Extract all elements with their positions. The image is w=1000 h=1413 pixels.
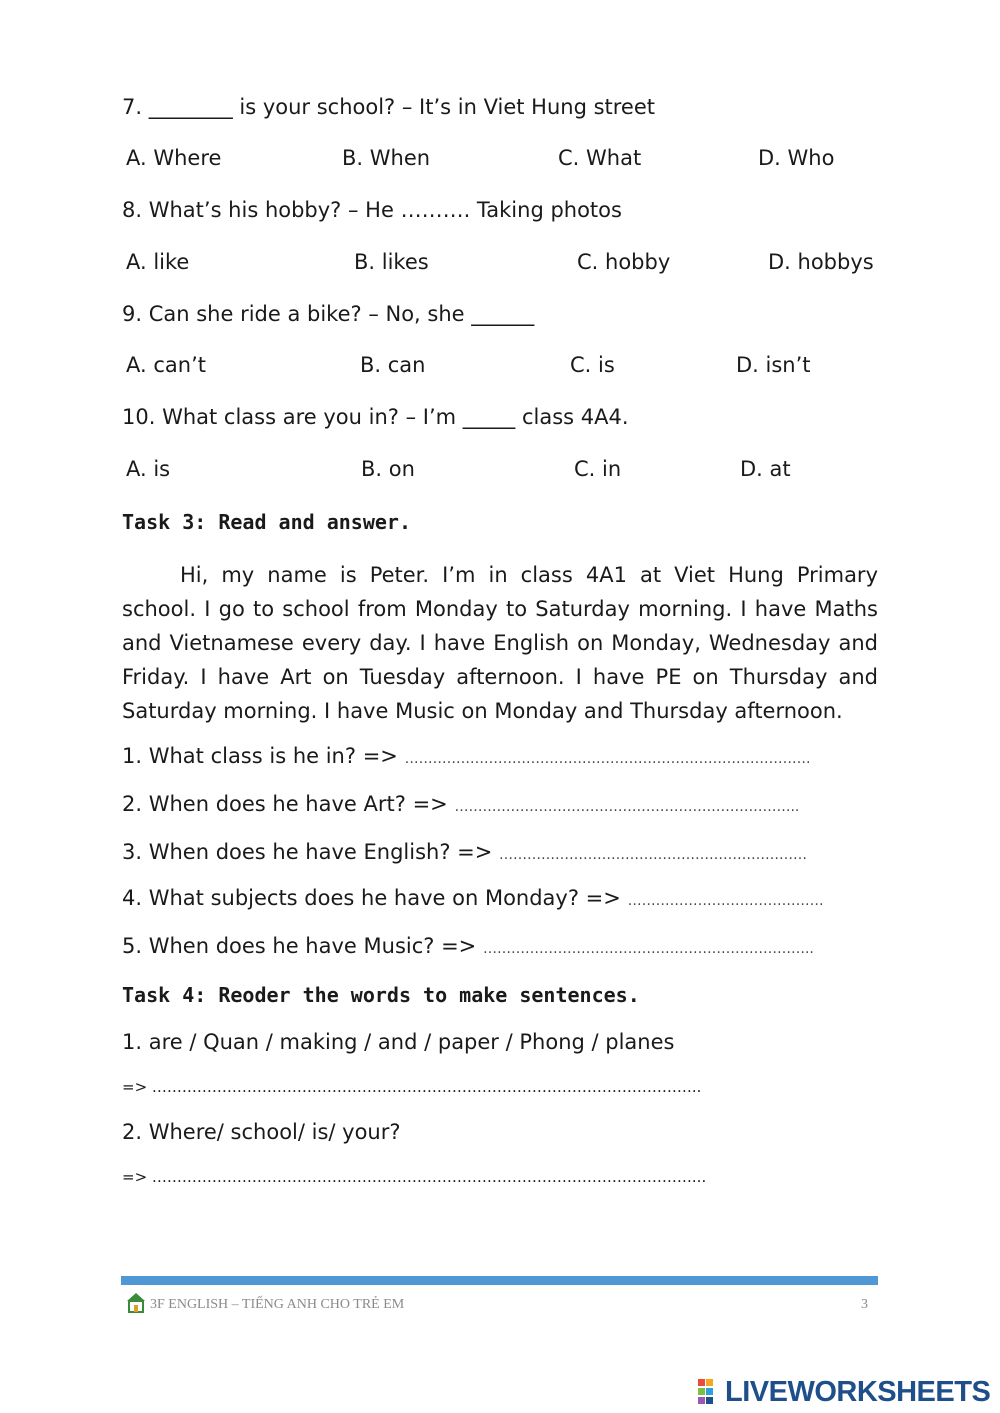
- q7-option-c: C. What: [558, 146, 642, 170]
- task4-question-2: 2. Where/ school/ is/ your?: [122, 1120, 401, 1144]
- q9-option-c: C. is: [570, 353, 615, 377]
- task3-title: Task 3: Read and answer.: [122, 510, 411, 534]
- task3-question-5: [122, 934, 814, 958]
- house-icon: [126, 1292, 146, 1314]
- q7-option-d: D. Who: [758, 146, 835, 170]
- q10-option-d: D. at: [740, 457, 791, 481]
- liveworksheets-brand: [697, 1377, 990, 1407]
- task3-q2-answer-blank[interactable]: ………………………………………………………………..: [454, 799, 800, 815]
- q10-option-a: A. is: [126, 457, 171, 481]
- q8-option-c: C. hobby: [577, 250, 671, 274]
- q9-option-d: D. isn’t: [736, 353, 811, 377]
- task3-question-2: [122, 792, 799, 816]
- task4-question-1: 1. are / Quan / making / and / paper / Phong / planes: [122, 1030, 675, 1054]
- q8-option-d: D. hobbys: [768, 250, 874, 274]
- task4-answer-1[interactable]: => ………………………………………………………………………………………………..: [122, 1078, 702, 1096]
- footer-rule: [121, 1276, 878, 1285]
- page-number: 3: [861, 1297, 868, 1312]
- liveworksheets-wordmark: LIVEWORKSHEETS: [725, 1375, 991, 1408]
- q10-option-b: B. on: [361, 457, 415, 481]
- liveworksheets-logo-icon: [697, 1378, 723, 1406]
- question-9: 9. Can she ride a bike? – No, she ______: [122, 302, 535, 326]
- task3-q1-answer-blank[interactable]: ……………………………………………………………………………: [404, 751, 811, 767]
- task3-q3-answer-blank[interactable]: …………………………………………………………: [499, 847, 808, 863]
- q7-option-a: A. Where: [126, 146, 222, 170]
- task4-answer-2[interactable]: => ………………………………………………………………………………………………...: [122, 1168, 707, 1186]
- question-10: 10. What class are you in? – I’m _____ class 4A4.: [122, 405, 629, 429]
- q9-option-b: B. can: [360, 353, 426, 377]
- task3-q5-text: 5. When does he have Music? =>: [122, 934, 477, 958]
- task3-q1-text: 1. What class is he in? =>: [122, 744, 398, 768]
- task3-q5-answer-blank[interactable]: ……………………………………………………………..: [482, 941, 814, 957]
- q10-option-c: C. in: [574, 457, 622, 481]
- task3-q3-text: 3. When does he have English? =>: [122, 840, 493, 864]
- q8-option-a: A. like: [126, 250, 190, 274]
- q7-option-b: B. When: [342, 146, 431, 170]
- task3-q4-text: 4. What subjects does he have on Monday? =>: [122, 886, 621, 910]
- task3-question-4: [122, 886, 824, 910]
- q9-option-a: A. can’t: [126, 353, 206, 377]
- task4-title: Task 4: Reoder the words to make sentences.: [122, 983, 640, 1007]
- footer-text: 3F ENGLISH – TIẾNG ANH CHO TRẺ EM: [150, 1297, 405, 1312]
- task3-question-3: [122, 840, 807, 864]
- task3-q2-text: 2. When does he have Art? =>: [122, 792, 448, 816]
- q8-option-b: B. likes: [354, 250, 429, 274]
- task3-question-1: [122, 744, 811, 768]
- question-8: 8. What’s his hobby? – He ………. Taking photos: [122, 198, 622, 222]
- question-7: 7. ________ is your school? – It’s in Viet Hung street: [122, 95, 655, 119]
- task3-q4-answer-blank[interactable]: ……………………………………: [627, 893, 824, 909]
- task3-passage: Hi, my name is Peter. I’m in class 4A1 at Viet Hung Primary school. I go to school from Monday to Saturday morning. I have Maths and Vietnamese every day. I have English on Monday, Wednesday and Friday. I have Art on Tuesday afternoon. I have PE on Thursday and Saturday morning. I have Music on Monday and Thursday afternoon.: [122, 563, 878, 723]
